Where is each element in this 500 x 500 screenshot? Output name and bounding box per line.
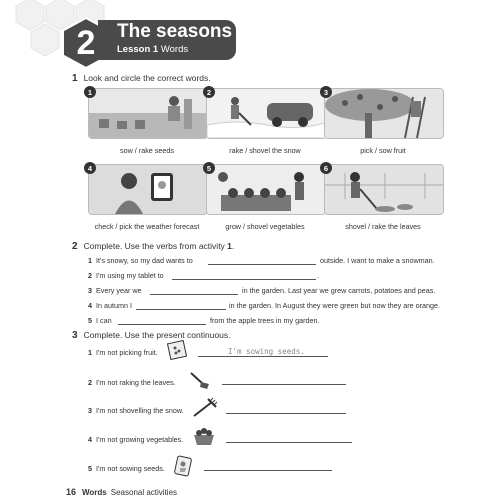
- activity-number: 3: [72, 330, 78, 341]
- sentence-text: Every year we: [96, 286, 142, 295]
- sentence-number: 5: [88, 316, 92, 325]
- sentence-number: 2: [88, 271, 92, 280]
- fruit-basket-icon: [192, 425, 216, 447]
- answer-line[interactable]: [118, 324, 206, 325]
- lesson-label: Lesson 1: [117, 44, 159, 55]
- caption-4: check / pick the weather forecast: [94, 222, 200, 231]
- picture-badge: 1: [84, 86, 96, 98]
- sentence-5-start: [88, 316, 112, 325]
- item-number: 2: [88, 378, 92, 387]
- caption-rest: the weather forecast: [134, 222, 200, 231]
- option-b[interactable]: rake: [138, 146, 153, 155]
- sentence-2-end: .: [317, 271, 319, 280]
- answer-line[interactable]: [222, 384, 346, 385]
- item-number: 3: [88, 406, 92, 415]
- page-number: 16: [66, 487, 77, 497]
- picture-shovelling-snow: [206, 88, 326, 139]
- answer-line[interactable]: [172, 279, 316, 280]
- item-text: I'm not picking fruit.: [96, 348, 158, 357]
- option-b[interactable]: shovel: [249, 146, 270, 155]
- sentence-number: 4: [88, 301, 92, 310]
- answer-line[interactable]: [226, 442, 352, 443]
- present-continuous-item-4: [88, 435, 183, 444]
- seed-packet-icon: [166, 340, 188, 360]
- answer-line[interactable]: [204, 470, 332, 471]
- activity-text: Complete. Use the verbs from activity: [83, 241, 228, 251]
- present-continuous-item-1: [88, 348, 158, 357]
- caption-rest: fruit: [393, 146, 406, 155]
- example-answer: I'm sowing seeds.: [228, 347, 305, 356]
- activity-number: 1: [72, 73, 78, 84]
- picture-raking-leaves: [324, 164, 444, 215]
- page-footer: [66, 487, 177, 497]
- sentence-text: I can: [96, 316, 112, 325]
- option-a[interactable]: check: [94, 222, 114, 231]
- picture-badge: 6: [320, 162, 332, 174]
- page-title: The seasons: [117, 21, 233, 42]
- sentence-1-start: [88, 256, 193, 265]
- activity-number: 2: [72, 241, 78, 252]
- sentence-3-end: in the garden. Last year we grew carrots, potatoes and peas.: [242, 286, 436, 295]
- item-number: 5: [88, 464, 92, 473]
- present-continuous-item-2: [88, 378, 176, 387]
- caption-rest: vegetables: [269, 222, 305, 231]
- lesson-subtitle: [117, 44, 188, 55]
- sentence-3-start: [88, 286, 142, 295]
- caption-1: sow / rake seeds: [120, 146, 174, 155]
- option-b[interactable]: rake: [372, 222, 386, 231]
- answer-line[interactable]: [198, 356, 328, 357]
- lesson-topic: Words: [160, 44, 189, 55]
- sentence-number: 3: [88, 286, 92, 295]
- option-b[interactable]: shovel: [247, 222, 268, 231]
- option-b[interactable]: sow: [379, 146, 392, 155]
- option-a[interactable]: grow: [225, 222, 242, 231]
- present-continuous-item-3: [88, 406, 184, 415]
- activity-1-instruction: [72, 73, 211, 84]
- item-text: I'm not shovelling the snow.: [96, 406, 184, 415]
- picture-picking-fruit: [324, 88, 444, 139]
- option-a[interactable]: rake: [229, 146, 244, 155]
- picture-badge: 3: [320, 86, 332, 98]
- item-text: I'm not raking the leaves.: [96, 378, 176, 387]
- footer-topic: Seasonal activities: [110, 488, 178, 497]
- caption-rest: seeds: [154, 146, 174, 155]
- option-a[interactable]: pick: [360, 146, 373, 155]
- tablet-weather-icon: [172, 455, 194, 477]
- caption-rest: the leaves: [388, 222, 421, 231]
- shovel-icon: [188, 370, 212, 390]
- present-continuous-item-5: [88, 464, 165, 473]
- caption-rest: the snow: [271, 146, 301, 155]
- picture-badge: 5: [203, 162, 215, 174]
- activity-3-instruction: [72, 330, 231, 341]
- activity-ref: 1: [227, 241, 232, 251]
- answer-line[interactable]: [226, 413, 346, 414]
- item-text: I'm not sowing seeds.: [96, 464, 165, 473]
- caption-2: rake / shovel the snow: [229, 146, 301, 155]
- answer-line[interactable]: [150, 294, 238, 295]
- caption-6: shovel / rake the leaves: [345, 222, 421, 231]
- activity-2-instruction: [72, 241, 234, 252]
- unit-number: 2: [76, 23, 96, 62]
- picture-badge: 4: [84, 162, 96, 174]
- rake-icon: [192, 398, 218, 418]
- picture-sowing-seeds: [88, 88, 208, 139]
- sentence-text: In autumn I: [96, 301, 132, 310]
- caption-5: grow / shovel vegetables: [225, 222, 305, 231]
- picture-checking-forecast: [88, 164, 208, 215]
- picture-growing-vegetables: [206, 164, 326, 215]
- sentence-4-end: in the garden. In August they were green but now they are orange.: [229, 301, 440, 310]
- answer-line[interactable]: [136, 309, 226, 310]
- sentence-5-end: from the apple trees in my garden.: [210, 316, 320, 325]
- option-a[interactable]: shovel: [345, 222, 367, 231]
- caption-3: pick / sow fruit: [360, 146, 406, 155]
- answer-line[interactable]: [208, 264, 316, 265]
- activity-text-end: .: [231, 241, 235, 251]
- sentence-text: I'm using my tablet to: [96, 271, 164, 280]
- activity-text: Complete. Use the present continuous.: [83, 330, 231, 340]
- sentence-number: 1: [88, 256, 92, 265]
- sentence-1-end: outside. I want to make a snowman.: [320, 256, 435, 265]
- sentence-2-start: [88, 271, 164, 280]
- sentence-text: It's snowy, so my dad wants to: [96, 256, 193, 265]
- option-b[interactable]: pick: [119, 222, 133, 231]
- activity-text: Look and circle the correct words.: [83, 73, 211, 83]
- sentence-4-start: [88, 301, 132, 310]
- picture-badge: 2: [203, 86, 215, 98]
- option-a[interactable]: sow: [120, 146, 133, 155]
- footer-section: Words: [82, 488, 107, 497]
- item-text: I'm not growing vegetables.: [96, 435, 184, 444]
- item-number: 1: [88, 348, 92, 357]
- item-number: 4: [88, 435, 92, 444]
